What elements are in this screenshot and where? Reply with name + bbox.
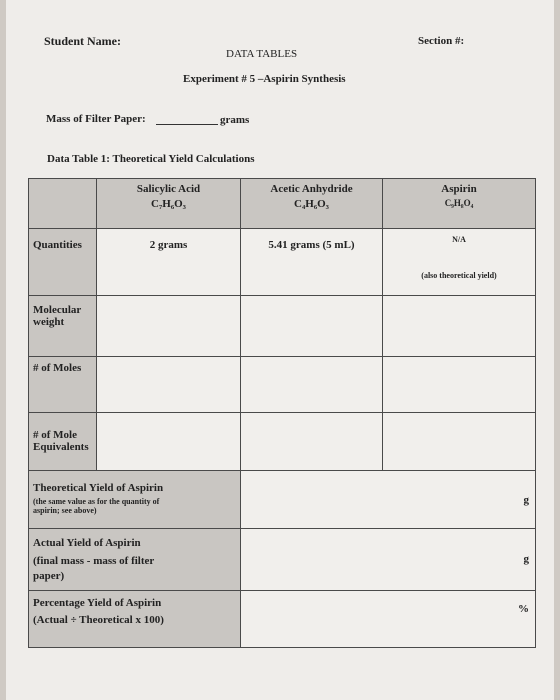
aspirin-mole-equivalents[interactable] <box>383 413 536 471</box>
salicylic-formula: C₇H₆O₃ <box>151 198 186 210</box>
percentage-yield-value[interactable] <box>241 591 536 648</box>
column-header-acetic <box>241 179 383 229</box>
section-label: Section #: <box>418 35 465 47</box>
column-header-aspirin <box>383 179 536 229</box>
acetic-quantity[interactable]: 5.41 grams (5 mL) <box>241 229 383 296</box>
acetic-molecular-weight[interactable] <box>241 296 383 357</box>
actual-yield-value[interactable] <box>241 529 536 591</box>
salicylic-quantity[interactable]: 2 grams <box>97 229 241 296</box>
corner-cell <box>29 179 97 229</box>
actual-yield-note: (final mass - mass of filter paper) <box>33 555 155 582</box>
filter-paper-blank[interactable] <box>156 124 218 125</box>
aspirin-moles[interactable] <box>383 357 536 413</box>
page-title: DATA TABLES <box>226 48 298 60</box>
aspirin-quantity-note: (also theoretical yield) <box>421 271 497 280</box>
actual-yield-label: Actual Yield of Aspirin <box>33 537 141 549</box>
table-title: Data Table 1: Theoretical Yield Calculations <box>47 153 255 165</box>
salicylic-mole-equivalents[interactable] <box>97 413 241 471</box>
percentage-yield-unit: % <box>518 603 529 615</box>
theoretical-yield-label-cell <box>29 471 241 529</box>
row-label-mole-equivalents: # of Mole Equivalents <box>29 413 97 471</box>
theoretical-yield-label: Theoretical Yield of Aspirin <box>33 482 164 494</box>
row-label-quantities: Quantities <box>29 229 97 296</box>
column-header-salicylic <box>97 179 241 229</box>
student-name-label: Student Name: <box>44 34 121 48</box>
percentage-yield-label: Percentage Yield of Aspirin <box>33 597 162 609</box>
theoretical-yield-note: (the same value as for the quantity of aspirin; see above) <box>33 497 160 515</box>
filter-paper-label: Mass of Filter Paper: <box>46 113 146 125</box>
filter-paper-unit: grams <box>220 114 250 126</box>
percentage-yield-label-cell <box>29 591 241 648</box>
acetic-moles[interactable] <box>241 357 383 413</box>
aspirin-name: Aspirin <box>441 183 477 195</box>
aspirin-quantity: N/A <box>452 235 466 244</box>
aspirin-molecular-weight[interactable] <box>383 296 536 357</box>
acetic-name: Acetic Anhydride <box>270 183 353 195</box>
actual-yield-unit: g <box>523 553 529 565</box>
salicylic-name: Salicylic Acid <box>136 183 201 195</box>
aspirin-formula: C₉H₈O₄ <box>444 198 474 208</box>
experiment-title: Experiment # 5 –Aspirin Synthesis <box>183 73 346 85</box>
acetic-formula: C₄H₆O₃ <box>294 198 329 210</box>
row-label-moles: # of Moles <box>29 357 97 413</box>
salicylic-moles[interactable] <box>97 357 241 413</box>
worksheet-page <box>6 0 554 700</box>
aspirin-quantity-cell[interactable] <box>383 229 536 296</box>
theoretical-yield-table <box>28 178 536 648</box>
acetic-mole-equivalents[interactable] <box>241 413 383 471</box>
theoretical-yield-value[interactable] <box>241 471 536 529</box>
salicylic-molecular-weight[interactable] <box>97 296 241 357</box>
percentage-yield-note: (Actual ÷ Theoretical x 100) <box>33 614 164 626</box>
actual-yield-label-cell <box>29 529 241 591</box>
theoretical-yield-unit: g <box>523 494 529 506</box>
row-label-molecular-weight: Molecular weight <box>29 296 97 357</box>
